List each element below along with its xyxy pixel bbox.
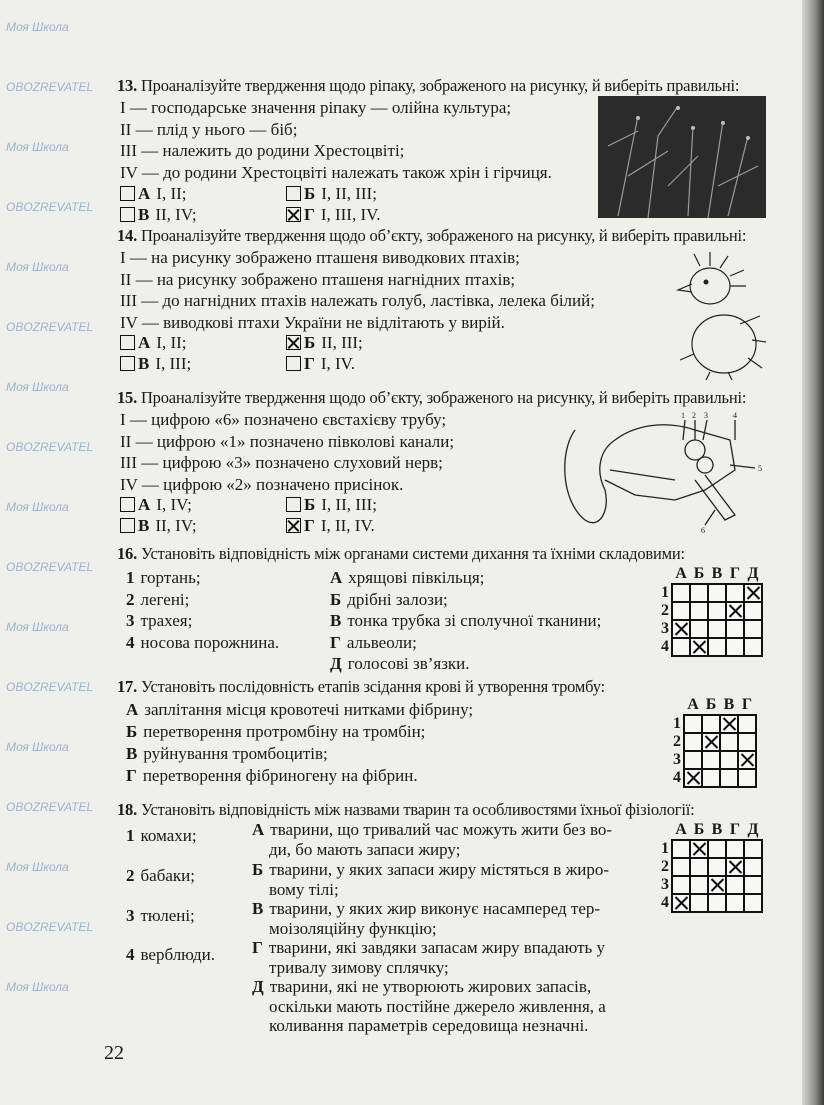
statement: III — до нагнідних птахів належать голуб, ластівка, лелека білий;: [120, 291, 595, 310]
grid-row: [669, 715, 756, 733]
question-title: [117, 388, 746, 407]
watermark: Моя Школа: [6, 380, 69, 394]
item-key: 1: [126, 826, 135, 845]
answer-grid: [669, 696, 757, 788]
statement: II — плід у нього — біб;: [120, 119, 298, 139]
option-letter: А: [138, 184, 151, 203]
item-text: ди, бо мають запаси жиру;: [269, 839, 461, 859]
item-key: 2: [126, 589, 135, 609]
figure-label: 6: [701, 526, 705, 535]
organ-item: [126, 568, 201, 587]
item-text: оскільки мають постійне джерело живлення, а: [269, 996, 606, 1016]
grid-row-label: 1: [661, 840, 669, 857]
item-key: 4: [126, 632, 135, 652]
stage-item: [126, 700, 473, 719]
item-text: бабаки;: [140, 866, 195, 885]
option-text: I, II, III;: [321, 184, 377, 203]
page-edge-shadow: [802, 0, 824, 1105]
grid-cell[interactable]: [672, 858, 690, 876]
item-key: В: [330, 611, 342, 630]
statement: I — на рисунку зображено пташеня виводкових птахів;: [120, 248, 520, 267]
grid-cell-marked[interactable]: [672, 894, 690, 912]
answer-option-2[interactable]: [286, 333, 363, 352]
question-text: Установіть відповідність між назвами тварин та особливостями їхньої фізіології:: [140, 800, 695, 819]
item-text: тварини, які завдяки запасам жиру впадають у: [268, 938, 606, 957]
figure-label: 1: [681, 411, 685, 420]
grid-corner: [657, 821, 672, 840]
ear-anatomy-drawing: [555, 410, 770, 535]
grid-cell-marked[interactable]: [744, 584, 762, 602]
grid-cell[interactable]: [726, 584, 744, 602]
grid-cell-marked[interactable]: [672, 620, 690, 638]
grid-row: [657, 584, 762, 602]
question-title: [117, 76, 739, 95]
checkbox[interactable]: [120, 497, 135, 512]
grid-col-label: А: [675, 821, 687, 838]
item-text: носова порожнина.: [140, 632, 280, 652]
grid-cell[interactable]: [720, 751, 738, 769]
grid-cell[interactable]: [708, 620, 726, 638]
grid-cell[interactable]: [708, 602, 726, 620]
grid-cell[interactable]: [690, 894, 708, 912]
item-text: трахея;: [140, 611, 193, 630]
component-item: [330, 633, 417, 652]
question-text: Установіть відповідність між органами системи дихання та їхніми складовими:: [140, 544, 685, 563]
grid-header-row: [657, 565, 762, 584]
grid-cell-marked[interactable]: [690, 638, 708, 656]
grid-col-label: Б: [693, 565, 705, 582]
trait-line: [269, 919, 437, 938]
page-number: 22: [104, 1042, 124, 1064]
grid-col-label: А: [687, 696, 699, 713]
grid-cell[interactable]: [690, 876, 708, 894]
grid-cell[interactable]: [702, 751, 720, 769]
figure-label: 2: [692, 411, 696, 420]
grid-cell[interactable]: [690, 602, 708, 620]
grid-row-label: 4: [661, 894, 669, 911]
checkbox[interactable]: [120, 186, 135, 201]
watermark: Моя Школа: [6, 740, 69, 754]
grid-cell[interactable]: [726, 620, 744, 638]
grid-col-label: В: [711, 821, 723, 838]
item-key: Д: [252, 977, 264, 996]
grid-cell[interactable]: [672, 840, 690, 858]
grid-cell[interactable]: [672, 602, 690, 620]
watermark: OBOZREVATEL: [6, 800, 94, 814]
item-text: тюлені;: [140, 906, 195, 925]
trait-line: [252, 899, 600, 918]
answer-option-3[interactable]: [120, 516, 197, 535]
item-text: руйнування тромбоцитів;: [143, 744, 328, 763]
rapeseed-photo: [598, 96, 766, 218]
organ-item: [126, 633, 279, 652]
grid-cell[interactable]: [672, 584, 690, 602]
grid-row-label: 4: [673, 769, 681, 786]
answer-option-2[interactable]: [286, 184, 377, 203]
question-number: 14.: [117, 226, 138, 245]
grid-row: [657, 602, 762, 620]
grid-col-label: А: [675, 565, 687, 582]
question-number: 17.: [117, 677, 138, 696]
question-text: Проаналізуйте твердження щодо ріпаку, зображеного на рисунку, й виберіть правильні:: [140, 76, 740, 95]
option-text: I, II, III;: [321, 495, 377, 514]
option-text: I, II, IV.: [320, 516, 375, 535]
grid-cell[interactable]: [738, 769, 756, 787]
answer-option-4[interactable]: [286, 354, 355, 373]
watermark: OBOZREVATEL: [6, 560, 94, 574]
item-key: 2: [126, 866, 135, 885]
grid-cell[interactable]: [690, 584, 708, 602]
item-key: Б: [330, 589, 342, 609]
item-text: дрібні залози;: [347, 589, 448, 609]
option-letter: А: [138, 495, 151, 514]
grid-cell-marked[interactable]: [708, 876, 726, 894]
trait-line: [269, 1016, 588, 1035]
grid-cell[interactable]: [684, 715, 702, 733]
grid-corner: [669, 696, 684, 715]
organ-item: [126, 590, 189, 609]
grid-row: [669, 733, 756, 751]
grid-cell[interactable]: [720, 769, 738, 787]
option-letter: В: [138, 516, 150, 535]
grid-row: [657, 840, 762, 858]
grid-row: [669, 769, 756, 787]
item-text: легені;: [140, 589, 190, 609]
grid-row-label: 3: [661, 620, 669, 637]
answer-option-3[interactable]: [120, 354, 191, 373]
checkbox[interactable]: [120, 207, 135, 222]
option-letter: Б: [304, 495, 316, 514]
option-text: I, IV;: [156, 495, 192, 514]
question-title: [117, 226, 746, 245]
watermark: OBOZREVATEL: [6, 200, 94, 214]
item-text: коливання параметрів середовища незначні.: [269, 1016, 589, 1035]
option-text: I, II;: [156, 333, 187, 352]
organ-item: [126, 611, 192, 630]
checkbox[interactable]: [120, 518, 135, 533]
item-key: В: [252, 899, 264, 918]
statement: IV — виводкові птахи України не відлітають у вирій.: [120, 312, 505, 332]
answer-grid: [657, 821, 763, 913]
item-text: альвеоли;: [346, 632, 417, 652]
checkbox[interactable]: [120, 335, 135, 350]
item-key: В: [126, 744, 138, 763]
statement: II — на рисунку зображено пташеня нагнідних птахів;: [120, 269, 516, 289]
question-text: Проаналізуйте твердження щодо об’єкту, зображеного на рисунку, й виберіть правильні:: [140, 388, 747, 407]
trait-line: [252, 977, 591, 996]
item-text: тварини, у яких жир виконує насамперед тер-: [269, 899, 601, 918]
watermark: OBOZREVATEL: [6, 440, 94, 454]
question-title: [117, 544, 685, 563]
answer-option-4[interactable]: [286, 205, 380, 224]
grid-corner: [657, 565, 672, 584]
grid-cell[interactable]: [720, 733, 738, 751]
grid-cell-marked[interactable]: [690, 840, 708, 858]
option-text: II, IV;: [155, 516, 197, 535]
item-text: тварини, що тривалий час можуть жити без во-: [270, 820, 613, 839]
grid-cell[interactable]: [744, 894, 762, 912]
grid-row: [657, 894, 762, 912]
answer-option-1[interactable]: [120, 184, 187, 203]
watermark: OBOZREVATEL: [6, 680, 94, 694]
grid-cell-marked[interactable]: [720, 715, 738, 733]
checkbox-checked[interactable]: [286, 518, 301, 533]
grid-cell[interactable]: [744, 620, 762, 638]
grid-col-label: Д: [747, 821, 759, 838]
item-key: Д: [330, 654, 342, 673]
item-key: Г: [252, 938, 263, 957]
item-key: 4: [126, 945, 135, 964]
grid-cell[interactable]: [684, 733, 702, 751]
option-letter: В: [138, 354, 150, 373]
item-key: 3: [126, 611, 135, 630]
grid-col-label: Г: [729, 565, 741, 582]
answer-option-4[interactable]: [286, 516, 375, 535]
grid-col-label: В: [723, 696, 735, 713]
grid-row-label: 3: [673, 751, 681, 768]
grid-cell[interactable]: [744, 840, 762, 858]
grid-col-label: В: [711, 565, 723, 582]
option-text: I, II;: [156, 184, 187, 203]
grid-row-label: 1: [661, 584, 669, 601]
question-title: [117, 800, 694, 819]
answer-option-1[interactable]: [120, 495, 192, 514]
item-key: Г: [330, 632, 341, 652]
checkbox-checked[interactable]: [286, 335, 301, 350]
grid-cell[interactable]: [708, 584, 726, 602]
grid-col-label: Б: [705, 696, 717, 713]
statement: III — цифрою «3» позначено слуховий нерв;: [120, 453, 443, 472]
grid-cell[interactable]: [702, 715, 720, 733]
watermark: OBOZREVATEL: [6, 320, 94, 334]
figure-label: 5: [758, 464, 762, 473]
item-text: гортань;: [140, 568, 201, 587]
grid-row: [669, 751, 756, 769]
grid-cell[interactable]: [684, 751, 702, 769]
grid-cell-marked[interactable]: [726, 602, 744, 620]
item-key: 1: [126, 568, 135, 587]
component-item: [330, 611, 601, 630]
item-text: тварини, які не утворюють жирових запасів,: [269, 977, 592, 996]
grid-cell[interactable]: [726, 638, 744, 656]
option-letter: В: [138, 205, 150, 224]
trait-line: [269, 840, 460, 859]
checkbox[interactable]: [286, 497, 301, 512]
grid-header-row: [657, 821, 762, 840]
grid-cell[interactable]: [744, 602, 762, 620]
grid-cell[interactable]: [744, 876, 762, 894]
grid-cell[interactable]: [702, 769, 720, 787]
item-key: А: [126, 700, 139, 719]
grid-row-label: 2: [661, 602, 669, 619]
grid-cell[interactable]: [744, 638, 762, 656]
question-text: Установіть послідовність етапів зсідання крові й утворення тромбу:: [140, 677, 605, 696]
item-text: комахи;: [140, 826, 197, 845]
grid-cell[interactable]: [672, 638, 690, 656]
option-text: II, IV;: [155, 205, 197, 224]
trait-line: [252, 860, 609, 879]
item-text: перетворення протромбіну на тромбін;: [143, 722, 426, 741]
stage-item: [126, 744, 328, 763]
trait-line: [269, 958, 449, 977]
grid-cell[interactable]: [726, 876, 744, 894]
grid-cell[interactable]: [708, 840, 726, 858]
statement: I — господарське значення ріпаку — олійна культура;: [120, 98, 512, 117]
watermark: Моя Школа: [6, 860, 69, 874]
answer-option-3[interactable]: [120, 205, 197, 224]
watermark: Моя Школа: [6, 20, 69, 34]
option-text: I, III;: [155, 354, 192, 373]
option-letter: Г: [304, 516, 315, 535]
item-key: 3: [126, 906, 135, 925]
grid-cell[interactable]: [738, 733, 756, 751]
option-letter: Б: [304, 184, 316, 203]
watermark: Моя Школа: [6, 140, 69, 154]
grid-row-label: 2: [673, 733, 681, 750]
item-key: Б: [252, 860, 264, 879]
option-letter: А: [138, 333, 151, 352]
question-text: Проаналізуйте твердження щодо об’єкту, зображеного на рисунку, й виберіть правильні:: [140, 226, 747, 245]
trait-line: [252, 820, 612, 839]
item-key: А: [330, 568, 343, 587]
grid-cell[interactable]: [738, 715, 756, 733]
grid-col-label: Б: [693, 821, 705, 838]
option-letter: Г: [304, 354, 315, 373]
watermark: Моя Школа: [6, 500, 69, 514]
checkbox-checked[interactable]: [286, 207, 301, 222]
item-text: верблюди.: [140, 945, 216, 964]
grid-cell[interactable]: [708, 894, 726, 912]
item-text: тонка трубка зі сполучної тканини;: [347, 611, 602, 630]
option-letter: Б: [304, 333, 316, 352]
question-title: [117, 677, 605, 696]
question-number: 15.: [117, 388, 138, 407]
answer-option-2[interactable]: [286, 495, 377, 514]
option-text: I, IV.: [320, 354, 355, 373]
statement: IV — цифрою «2» позначено присінок.: [120, 474, 404, 494]
component-item: [330, 568, 484, 587]
grid-row-label: 1: [673, 715, 681, 732]
watermark: Моя Школа: [6, 980, 69, 994]
grid-cell[interactable]: [672, 876, 690, 894]
item-text: моізоляційну функцію;: [269, 918, 437, 938]
item-text: перетворення фібриногену на фібрин.: [142, 766, 418, 785]
grid-col-label: Д: [747, 565, 759, 582]
trait-line: [269, 997, 606, 1016]
grid-row-label: 4: [661, 638, 669, 655]
grid-row-label: 2: [661, 858, 669, 875]
grid-cell-marked[interactable]: [726, 858, 744, 876]
item-key: Б: [126, 722, 138, 741]
grid-cell[interactable]: [744, 858, 762, 876]
figure-label: 3: [704, 411, 708, 420]
trait-line: [269, 880, 339, 899]
grid-cell-marked[interactable]: [738, 751, 756, 769]
grid-header-row: [669, 696, 756, 715]
grid-cell[interactable]: [726, 894, 744, 912]
option-text: I, III, IV.: [320, 205, 381, 224]
grid-cell[interactable]: [708, 638, 726, 656]
component-item: [330, 654, 470, 673]
grid-col-label: Г: [729, 821, 741, 838]
animal-item: [126, 906, 195, 925]
animal-item: [126, 826, 197, 845]
grid-cell[interactable]: [726, 840, 744, 858]
grid-cell[interactable]: [690, 620, 708, 638]
item-key: А: [252, 820, 265, 839]
question-number: 16.: [117, 544, 138, 563]
grid-cell-marked[interactable]: [702, 733, 720, 751]
component-item: [330, 590, 448, 609]
watermark: Моя Школа: [6, 620, 69, 634]
stage-item: [126, 722, 425, 741]
watermark: Моя Школа: [6, 260, 69, 274]
option-letter: Г: [304, 205, 315, 224]
watermark: OBOZREVATEL: [6, 80, 94, 94]
item-text: вому тілі;: [269, 879, 339, 899]
answer-grid: [657, 565, 763, 657]
stage-item: [126, 766, 418, 785]
grid-row: [657, 620, 762, 638]
statement: III — належить до родини Хрестоцвіті;: [120, 141, 405, 160]
animal-item: [126, 866, 195, 885]
checkbox[interactable]: [286, 186, 301, 201]
item-text: тривалу зимову сплячку;: [269, 957, 449, 977]
grid-col-label: Г: [741, 696, 753, 713]
item-text: тварини, у яких запаси жиру містяться в жиро-: [269, 860, 610, 879]
statement: II — цифрою «1» позначено півколові канали;: [120, 431, 455, 451]
grid-cell-marked[interactable]: [684, 769, 702, 787]
statement: I — цифрою «6» позначено євстахієву трубу;: [120, 410, 447, 429]
grid-row-label: 3: [661, 876, 669, 893]
grid-cell[interactable]: [708, 858, 726, 876]
item-key: Г: [126, 766, 137, 785]
animal-item: [126, 945, 215, 964]
figure-label: 4: [733, 411, 737, 420]
item-text: заплітання місця кровотечі нитками фібрину;: [144, 700, 474, 719]
question-number: 18.: [117, 800, 138, 819]
grid-cell[interactable]: [690, 858, 708, 876]
statement: IV — до родини Хрестоцвіті належать також хрін і гірчиця.: [120, 162, 552, 182]
question-number: 13.: [117, 76, 138, 95]
answer-option-1[interactable]: [120, 333, 187, 352]
grid-row: [657, 858, 762, 876]
chick-drawing: [672, 248, 768, 382]
checkbox[interactable]: [120, 356, 135, 371]
grid-row: [657, 638, 762, 656]
trait-line: [252, 938, 605, 957]
item-text: хрящові півкільця;: [348, 568, 485, 587]
grid-row: [657, 876, 762, 894]
item-text: голосові зв’язки.: [347, 654, 470, 673]
option-text: II, III;: [321, 333, 363, 352]
checkbox[interactable]: [286, 356, 301, 371]
watermark: OBOZREVATEL: [6, 920, 94, 934]
